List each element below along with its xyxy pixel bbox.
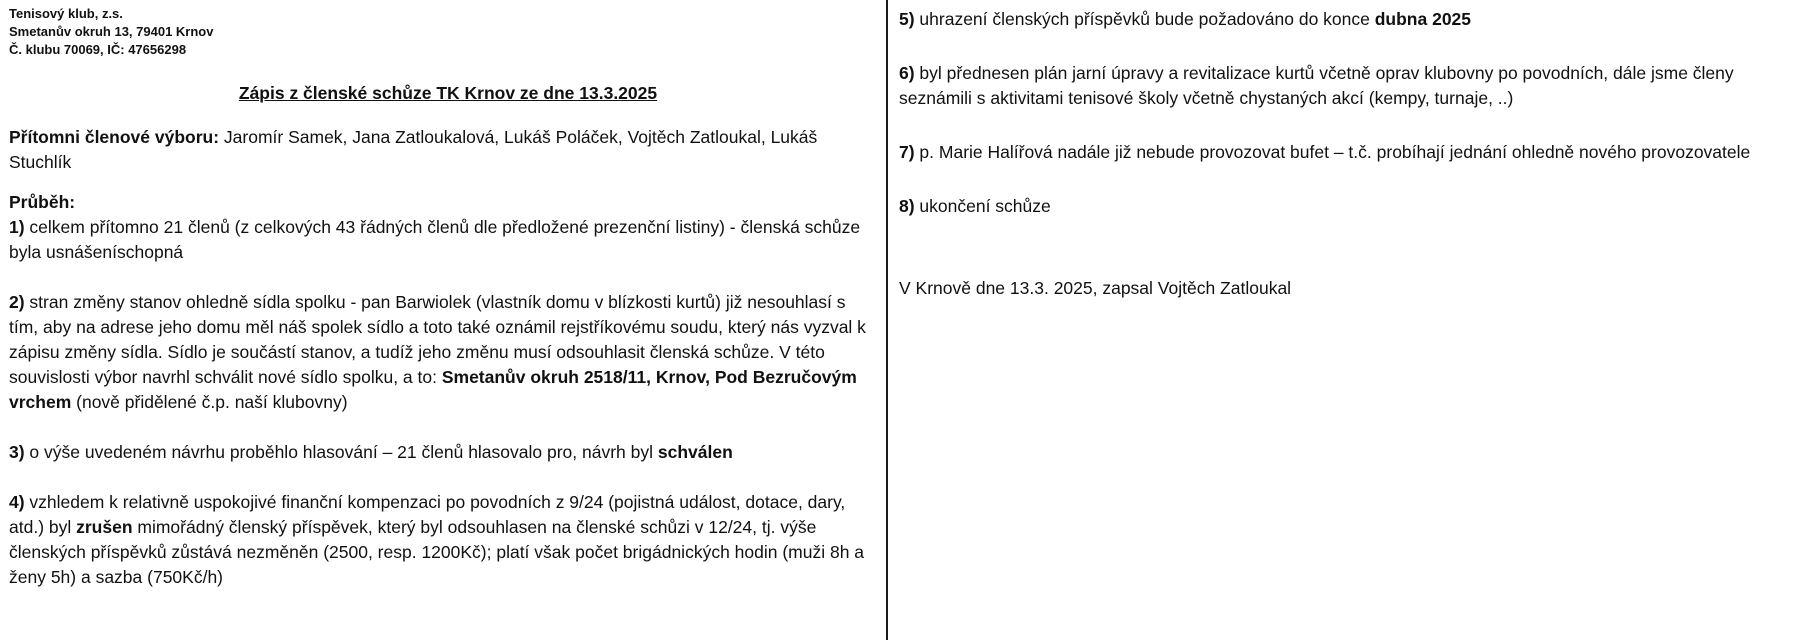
- club-address: Smetanův okruh 13, 79401 Krnov: [9, 24, 214, 39]
- left-column: [9, 5, 871, 590]
- deadline: dubna 2025: [1374, 9, 1472, 29]
- item-text: byl přednesen plán jarní úpravy a revitalizace kurtů včetně oprav klubovny po povodních, dále jsme členy seznámili s aktivitami tenisové školy včetně chystaných akcí (kempy, turnaje, ..): [899, 63, 1734, 108]
- item-text: vzhledem k relativně uspokojivé finanční kompenzaci po povodních z 9/24 (pojistná událost, dotace, dary, atd.) byl: [9, 492, 846, 537]
- item-text: o výše uvedeném návrhu proběhlo hlasování – 21 členů hlasovalo pro, návrh byl: [24, 442, 658, 462]
- members-label: Přítomni členové výboru:: [9, 127, 220, 147]
- members-paragraph: [9, 125, 871, 175]
- item-6: [899, 61, 1799, 111]
- item-number: 5): [899, 9, 915, 29]
- item-number: 2): [9, 292, 25, 312]
- item-number: 7): [899, 142, 915, 162]
- item-number: 1): [9, 217, 25, 237]
- item-number: 4): [9, 492, 25, 512]
- prubeh-heading: Průběh:: [9, 192, 76, 212]
- item-7: [899, 140, 1799, 165]
- item-2: [9, 290, 871, 415]
- members-names: Jaromír Samek, Jana Zatloukalová, Lukáš Poláček, Vojtěch Zatloukal, Lukáš Stuchlík: [9, 127, 818, 172]
- item-number: 8): [899, 196, 915, 216]
- cancelled-word: zrušen: [76, 517, 133, 537]
- club-header: [9, 5, 871, 59]
- item-1: [9, 215, 871, 265]
- item-number: 6): [899, 63, 915, 83]
- club-ids: Č. klubu 70069, IČ: 47656298: [9, 42, 187, 57]
- approved-word: schválen: [657, 442, 733, 462]
- item-text-tail: (nově přidělené č.p. naší klubovny): [71, 392, 348, 412]
- item-5: [899, 7, 1799, 32]
- item-text: stran změny stanov ohledně sídla spolku - pan Barwiolek (vlastník domu v blízkosti kurtů) již nesouhlasí s tím, aby na adrese jeho domu měl náš spolek sídlo a toto také oznámil rejstříkovému soudu, který nás vyzval k zápisu změny sídla. Sídlo je součástí stanov, a tudíž jeho změnu musí odsouhlasit členská schůze. V této souvislosti výbor navrhl schválit nové sídlo spolku, a to:: [9, 292, 866, 387]
- item-number: 3): [9, 442, 25, 462]
- item-text: uhrazení členských příspěvků bude požadováno do konce: [914, 9, 1375, 29]
- club-name: Tenisový klub, z.s.: [9, 6, 123, 21]
- column-divider: [886, 0, 888, 640]
- new-address: Smetanův okruh 2518/11, Krnov, Pod Bezručovým vrchem: [9, 367, 857, 412]
- item-text: celkem přítomno 21 členů (z celkových 43 řádných členů dle předložené prezenční listiny) - členská schůze byla usnášeníschopná: [9, 217, 861, 262]
- item-text: p. Marie Halířová nadále již nebude provozovat bufet – t.č. probíhají jednání ohledně nového provozovatele: [914, 142, 1751, 162]
- item-3: [9, 440, 871, 465]
- signature-line: V Krnově dne 13.3. 2025, zapsal Vojtěch Zatloukal: [899, 278, 1292, 298]
- item-text-tail: mimořádný členský příspěvek, který byl odsouhlasen na členské schůzi v 12/24, tj. výše členských příspěvků zůstává nezměněn (2500, resp. 1200Kč); platí však počet brigádnických hodin (muži 8h a ženy 5h) a sazba (750Kč/h): [9, 517, 865, 587]
- item-4: [9, 490, 871, 590]
- document-title: Zápis z členské schůze TK Krnov ze dne 13.3.2025: [238, 83, 658, 103]
- item-8: [899, 194, 1799, 219]
- right-column: [899, 7, 1799, 301]
- item-text: ukončení schůze: [914, 196, 1051, 216]
